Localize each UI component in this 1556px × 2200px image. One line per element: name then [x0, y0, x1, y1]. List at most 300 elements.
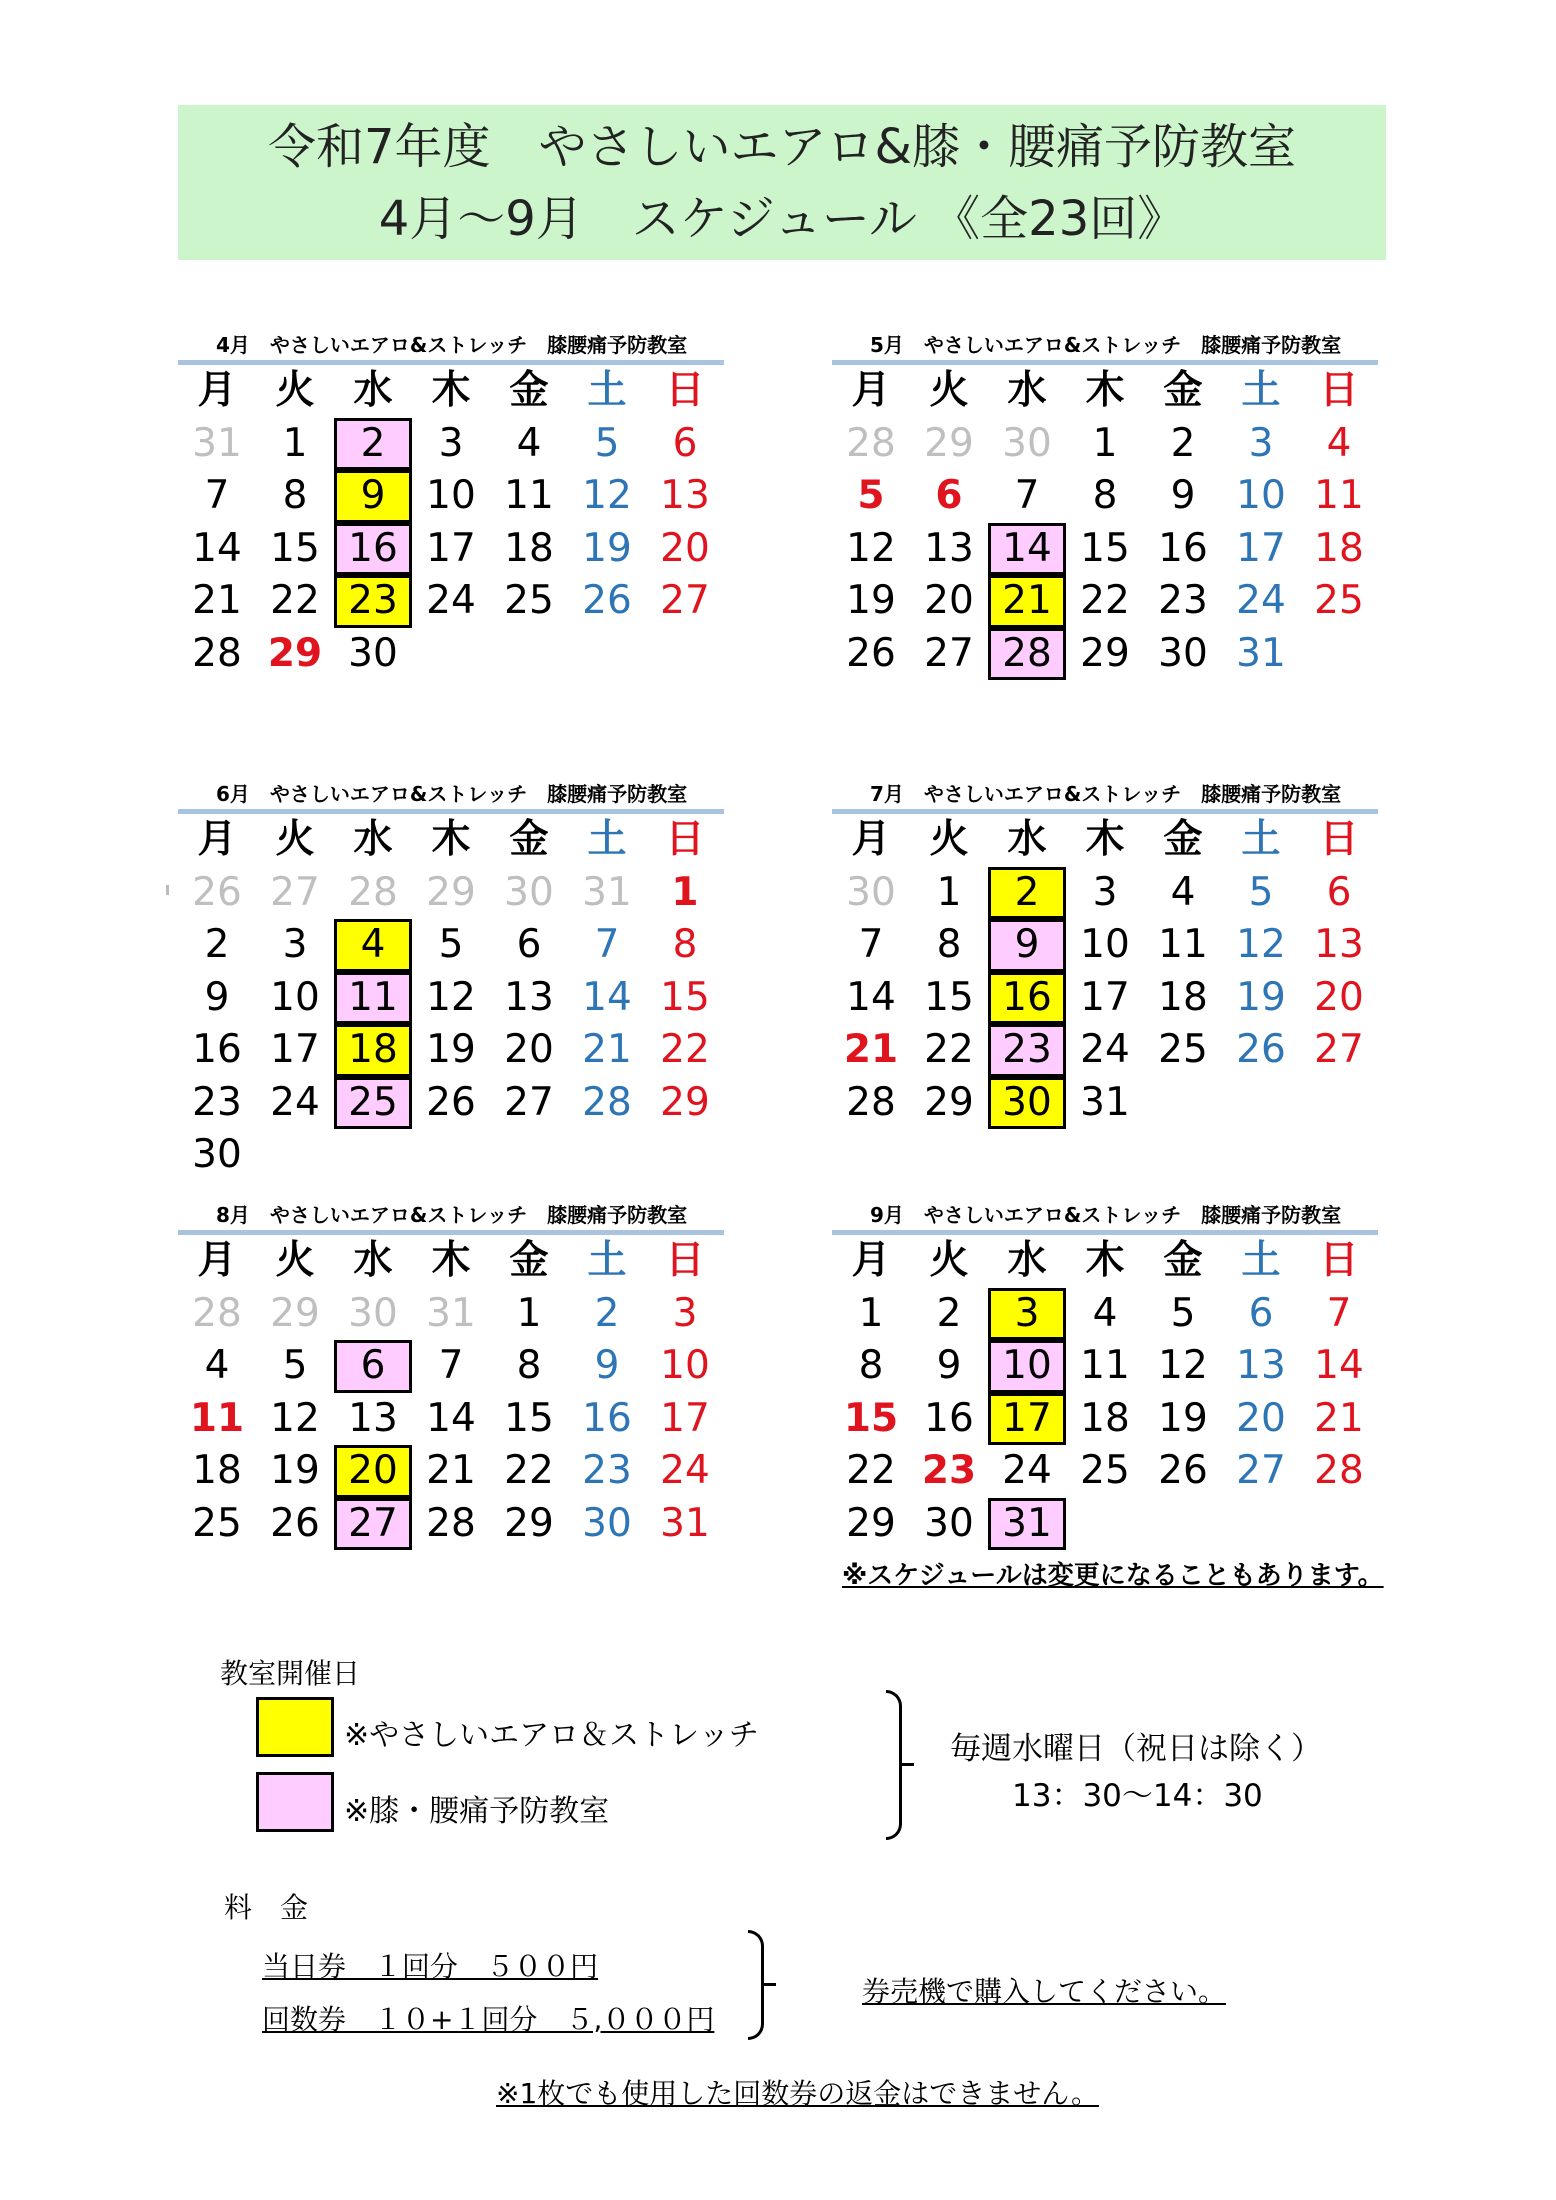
day-cell: 10	[660, 1343, 710, 1388]
weekday-label: 日	[665, 1238, 705, 1283]
day-cell: 12	[582, 473, 632, 518]
calendar-header: 8月 やさしいエアロ&ストレッチ 膝腰痛予防教室	[216, 1203, 688, 1227]
day-cell: 24	[1080, 1027, 1130, 1072]
weekday-row	[832, 1235, 1378, 1288]
weekday-label: 金	[509, 817, 549, 862]
weekday-label: 木	[1085, 1238, 1125, 1283]
day-cell: 11	[1314, 473, 1364, 518]
day-ticket-price: 当日券 １回分 ５００円	[262, 1950, 599, 1983]
day-cell: 14	[426, 1395, 476, 1441]
weekday-label: 月	[197, 817, 237, 862]
calendar-august	[178, 1200, 724, 1550]
day-cell: 14	[846, 974, 896, 1020]
day-cell: 14	[192, 525, 242, 571]
day-cell: 29	[267, 630, 323, 676]
weekday-label: 月	[851, 817, 891, 862]
day-cell: 28	[192, 630, 242, 676]
day-cell: 24	[1002, 1448, 1052, 1493]
day-cell: 14	[582, 974, 632, 1020]
weekday-row	[178, 1235, 724, 1288]
day-cell: 21	[843, 1027, 899, 1072]
day-cell: 7	[438, 1343, 464, 1388]
weekday-label: 水	[353, 1238, 393, 1283]
day-cell: 7	[594, 922, 620, 967]
day-cell: 1	[858, 1290, 884, 1336]
day-cell: 4	[516, 420, 542, 466]
calendar-header: 5月 やさしいエアロ&ストレッチ 膝腰痛予防教室	[870, 333, 1342, 357]
day-cell: 31	[660, 1500, 710, 1546]
calendar-header: 7月 やさしいエアロ&ストレッチ 膝腰痛予防教室	[870, 782, 1342, 806]
day-cell: 12	[1158, 1343, 1208, 1388]
day-cell: 28	[582, 1079, 632, 1125]
day-cell	[1066, 1498, 1144, 1551]
calendar-header: 4月 やさしいエアロ&ストレッチ 膝腰痛予防教室	[216, 333, 688, 357]
title-line-1: 令和7年度 やさしいエアロ&膝・腰痛予防教室	[268, 119, 1296, 175]
weekday-label: 月	[197, 368, 237, 413]
class-day-cell: 25	[334, 1077, 412, 1130]
day-cell: 2	[936, 1290, 962, 1336]
calendar-april	[178, 330, 724, 680]
day-cell: 29	[846, 1500, 896, 1546]
day-cell: 30	[582, 1500, 632, 1546]
weekday-label: 土	[1241, 817, 1281, 862]
day-cell: 18	[1158, 974, 1208, 1020]
weekday-label: 月	[851, 1238, 891, 1283]
legend-pink-label: ※膝・腰痛予防教室	[344, 1794, 610, 1829]
coupon-price: 回数券 １０+１回分 ５,０００円	[262, 2003, 715, 2036]
week-row	[178, 919, 724, 972]
day-cell: 4	[1092, 1290, 1118, 1336]
day-cell	[568, 1129, 646, 1182]
day-cell: 3	[438, 420, 464, 466]
day-cell	[1300, 1498, 1378, 1551]
fees-heading: 料 金	[224, 1891, 309, 1924]
week-row	[832, 523, 1378, 576]
day-cell: 18	[504, 525, 554, 571]
class-day-cell: 10	[988, 1340, 1066, 1393]
day-cell	[1300, 628, 1378, 681]
day-cell: 13	[660, 473, 710, 518]
day-cell: 1	[1092, 420, 1118, 466]
day-cell: 26	[426, 1079, 476, 1125]
week-row	[832, 1288, 1378, 1341]
day-cell: 9	[1170, 473, 1196, 518]
day-cell: 30	[924, 1500, 974, 1546]
day-cell: 3	[1092, 869, 1118, 915]
class-day-cell: 30	[988, 1077, 1066, 1130]
day-cell: 8	[672, 922, 698, 967]
week-row	[832, 1077, 1378, 1130]
weekday-label: 木	[431, 368, 471, 413]
day-cell: 20	[924, 578, 974, 623]
week-row	[178, 1393, 724, 1446]
class-day-cell: 27	[334, 1498, 412, 1551]
legend-heading: 教室開催日	[220, 1657, 361, 1690]
class-day-cell: 9	[334, 470, 412, 523]
week-row	[832, 867, 1378, 920]
weekday-label: 金	[509, 1238, 549, 1283]
day-cell: 29	[504, 1500, 554, 1546]
day-cell: 8	[936, 922, 962, 967]
class-day-cell: 23	[988, 1024, 1066, 1077]
day-cell: 22	[846, 1448, 896, 1493]
day-cell: 31	[1236, 630, 1286, 676]
week-row	[178, 1288, 724, 1341]
yellow-swatch	[256, 1697, 334, 1757]
day-cell: 26	[192, 869, 242, 915]
day-cell: 25	[1158, 1027, 1208, 1072]
weekday-label: 火	[929, 817, 969, 862]
day-cell	[1144, 1077, 1222, 1130]
week-row	[178, 972, 724, 1025]
day-cell: 16	[924, 1395, 974, 1441]
class-day-cell: 4	[334, 919, 412, 972]
day-cell: 26	[1158, 1448, 1208, 1493]
day-cell: 30	[846, 869, 896, 915]
week-row	[832, 575, 1378, 628]
day-cell: 28	[846, 1079, 896, 1125]
weekday-label: 水	[353, 817, 393, 862]
day-cell	[1300, 1077, 1378, 1130]
weekday-label: 日	[1319, 368, 1359, 413]
week-row	[832, 1340, 1378, 1393]
day-cell: 27	[924, 630, 974, 676]
class-day-cell: 28	[988, 628, 1066, 681]
day-cell: 7	[204, 473, 230, 518]
day-cell: 10	[1080, 922, 1130, 967]
day-cell: 16	[582, 1395, 632, 1441]
week-row	[178, 1077, 724, 1130]
weekday-label: 土	[587, 817, 627, 862]
calendar-may	[832, 330, 1378, 680]
day-cell: 28	[426, 1500, 476, 1546]
day-cell: 12	[426, 974, 476, 1020]
day-cell: 28	[846, 420, 896, 466]
day-cell: 3	[282, 922, 308, 967]
day-cell: 3	[672, 1290, 698, 1336]
day-cell: 23	[921, 1448, 977, 1493]
day-cell: 29	[924, 420, 974, 466]
weekday-label: 木	[431, 1238, 471, 1283]
day-cell: 6	[516, 922, 542, 967]
week-row	[832, 972, 1378, 1025]
day-cell: 11	[504, 473, 554, 518]
day-cell: 7	[858, 922, 884, 967]
weekday-label: 日	[665, 817, 705, 862]
class-day-cell: 11	[334, 972, 412, 1025]
day-cell: 17	[660, 1395, 710, 1441]
class-time: 13：30～14：30	[1012, 1778, 1263, 1814]
calendar-header: 6月 やさしいエアロ&ストレッチ 膝腰痛予防教室	[216, 782, 688, 806]
weekday-label: 火	[275, 368, 315, 413]
week-row	[832, 919, 1378, 972]
week-row	[178, 575, 724, 628]
day-cell: 22	[924, 1027, 974, 1072]
day-cell: 29	[660, 1079, 710, 1125]
week-row	[832, 1498, 1378, 1551]
day-cell: 27	[1314, 1027, 1364, 1072]
day-cell: 7	[1326, 1290, 1352, 1336]
day-cell: 29	[270, 1290, 320, 1336]
day-cell: 6	[1326, 869, 1352, 915]
day-cell: 19	[582, 525, 632, 571]
day-cell: 19	[270, 1448, 320, 1493]
day-cell: 15	[843, 1395, 899, 1441]
day-cell: 11	[1158, 922, 1208, 967]
day-cell: 25	[192, 1500, 242, 1546]
day-cell: 27	[270, 869, 320, 915]
calendar-june	[178, 779, 724, 1182]
weekday-row	[178, 814, 724, 867]
class-day-cell: 6	[334, 1340, 412, 1393]
refund-note: ※1枚でも使用した回数券の返金はできません。	[496, 2077, 1099, 2110]
week-row	[178, 867, 724, 920]
week-row	[178, 470, 724, 523]
day-cell: 19	[1158, 1395, 1208, 1441]
day-cell: 30	[1002, 420, 1052, 466]
day-cell: 30	[504, 869, 554, 915]
day-cell: 21	[192, 578, 242, 623]
weekday-label: 金	[1163, 817, 1203, 862]
day-cell: 7	[1014, 473, 1040, 518]
class-day-cell: 3	[988, 1288, 1066, 1341]
weekday-label: 火	[929, 1238, 969, 1283]
class-day-cell: 2	[988, 867, 1066, 920]
day-cell: 25	[504, 578, 554, 623]
day-cell	[256, 1129, 334, 1182]
day-cell: 24	[660, 1448, 710, 1493]
week-row	[178, 1129, 724, 1182]
day-cell: 22	[504, 1448, 554, 1493]
class-day-cell: 16	[334, 523, 412, 576]
day-cell: 15	[270, 525, 320, 571]
day-cell: 24	[426, 578, 476, 623]
day-cell: 6	[1248, 1290, 1274, 1336]
weekday-row	[178, 365, 724, 418]
weekday-label: 土	[1241, 1238, 1281, 1283]
weekday-label: 火	[929, 368, 969, 413]
day-cell: 1	[516, 1290, 542, 1336]
day-cell: 23	[192, 1079, 242, 1125]
day-cell: 22	[270, 578, 320, 623]
day-cell: 17	[1236, 525, 1286, 571]
weekday-label: 月	[851, 368, 891, 413]
day-cell: 6	[935, 473, 963, 518]
class-day-cell: 31	[988, 1498, 1066, 1551]
day-cell: 21	[426, 1448, 476, 1493]
day-cell: 13	[924, 525, 974, 571]
day-cell	[412, 628, 490, 681]
day-cell: 13	[348, 1395, 398, 1441]
weekday-label: 水	[353, 368, 393, 413]
title-line-2: 4月～9月 スケジュール 《全23回》	[378, 191, 1186, 247]
class-day-cell: 14	[988, 523, 1066, 576]
day-cell: 10	[426, 473, 476, 518]
week-row	[178, 523, 724, 576]
weekday-label: 木	[1085, 817, 1125, 862]
fees-brace-tip	[762, 1983, 776, 1986]
day-cell: 30	[348, 630, 398, 676]
day-cell: 29	[1080, 630, 1130, 676]
purchase-instruction: 券売機で購入してください。	[862, 1975, 1227, 2008]
day-cell: 6	[672, 420, 698, 466]
day-cell: 28	[348, 869, 398, 915]
day-cell: 26	[846, 630, 896, 676]
day-cell: 10	[270, 974, 320, 1020]
day-cell: 26	[582, 578, 632, 623]
day-cell: 27	[504, 1079, 554, 1125]
day-cell: 18	[1080, 1395, 1130, 1441]
weekday-label: 日	[665, 368, 705, 413]
week-row	[832, 1024, 1378, 1077]
day-cell: 20	[660, 525, 710, 571]
day-cell: 18	[1314, 525, 1364, 571]
title-banner	[178, 105, 1386, 260]
weekday-label: 火	[275, 1238, 315, 1283]
day-cell: 5	[594, 420, 620, 466]
day-cell: 5	[282, 1343, 308, 1388]
day-cell: 13	[1236, 1343, 1286, 1388]
day-cell: 5	[438, 922, 464, 967]
weekday-label: 火	[275, 817, 315, 862]
day-cell: 24	[270, 1079, 320, 1125]
day-cell: 27	[660, 578, 710, 623]
day-cell: 12	[270, 1395, 320, 1441]
day-cell	[490, 628, 568, 681]
week-row	[178, 1498, 724, 1551]
day-cell: 20	[504, 1027, 554, 1072]
weekly-schedule: 毎週水曜日（祝日は除く）	[950, 1731, 1322, 1767]
day-cell: 12	[1236, 922, 1286, 967]
day-cell: 31	[192, 420, 242, 466]
class-day-cell: 16	[988, 972, 1066, 1025]
day-cell: 26	[270, 1500, 320, 1546]
day-cell: 21	[1314, 1395, 1364, 1441]
week-row	[832, 1393, 1378, 1446]
day-cell: 11	[189, 1395, 245, 1441]
class-day-cell: 23	[334, 575, 412, 628]
weekday-label: 木	[431, 817, 471, 862]
weekday-label: 日	[1319, 817, 1359, 862]
week-row	[178, 628, 724, 681]
week-row	[832, 628, 1378, 681]
day-cell: 5	[1170, 1290, 1196, 1336]
day-cell	[490, 1129, 568, 1182]
day-cell: 20	[1314, 974, 1364, 1020]
day-cell: 9	[204, 974, 230, 1020]
day-cell: 31	[1080, 1079, 1130, 1125]
day-cell: 18	[192, 1448, 242, 1493]
weekday-label: 金	[509, 368, 549, 413]
week-row	[178, 1445, 724, 1498]
day-cell: 30	[1158, 630, 1208, 676]
day-cell	[1144, 1498, 1222, 1551]
day-cell: 11	[1080, 1343, 1130, 1388]
day-cell: 27	[1236, 1448, 1286, 1493]
class-day-cell: 18	[334, 1024, 412, 1077]
day-cell: 25	[1080, 1448, 1130, 1493]
week-row	[178, 1024, 724, 1077]
day-cell: 2	[204, 922, 230, 967]
day-cell: 4	[204, 1343, 230, 1388]
day-cell: 17	[1080, 974, 1130, 1020]
day-cell: 22	[660, 1027, 710, 1072]
calendar-july	[832, 779, 1378, 1129]
weekday-label: 土	[587, 368, 627, 413]
day-cell: 4	[1170, 869, 1196, 915]
legend-brace-tip	[900, 1763, 914, 1766]
day-cell: 5	[857, 473, 885, 518]
weekday-label: 水	[1007, 817, 1047, 862]
day-cell: 15	[504, 1395, 554, 1441]
day-cell: 14	[1314, 1343, 1364, 1388]
day-cell: 1	[282, 420, 308, 466]
day-cell: 3	[1248, 420, 1274, 466]
weekday-label: 土	[587, 1238, 627, 1283]
week-row	[832, 470, 1378, 523]
calendar-september	[832, 1200, 1378, 1550]
day-cell: 31	[582, 869, 632, 915]
day-cell: 15	[660, 974, 710, 1020]
day-cell: 16	[1158, 525, 1208, 571]
day-cell: 16	[192, 1027, 242, 1072]
weekday-label: 水	[1007, 368, 1047, 413]
day-cell	[1222, 1077, 1300, 1130]
weekday-label: 日	[1319, 1238, 1359, 1283]
week-row	[832, 418, 1378, 471]
day-cell: 24	[1236, 578, 1286, 623]
weekday-label: 木	[1085, 368, 1125, 413]
day-cell: 17	[426, 525, 476, 571]
day-cell: 1	[936, 869, 962, 915]
day-cell: 13	[1314, 922, 1364, 967]
day-cell: 20	[1236, 1395, 1286, 1441]
day-cell	[568, 628, 646, 681]
day-cell	[646, 628, 724, 681]
class-day-cell: 20	[334, 1445, 412, 1498]
weekday-label: 土	[1241, 368, 1281, 413]
day-cell: 1	[671, 869, 699, 915]
week-row	[178, 418, 724, 471]
day-cell	[1222, 1498, 1300, 1551]
day-cell: 22	[1080, 578, 1130, 623]
day-cell: 8	[516, 1343, 542, 1388]
day-cell: 13	[504, 974, 554, 1020]
day-cell: 28	[192, 1290, 242, 1336]
schedule-change-note: ※スケジュールは変更になることもあります。	[842, 1561, 1384, 1591]
week-row	[178, 1340, 724, 1393]
day-cell: 9	[936, 1343, 962, 1388]
day-cell: 15	[924, 974, 974, 1020]
day-cell: 19	[846, 578, 896, 623]
day-cell: 12	[846, 525, 896, 571]
day-cell: 10	[1236, 473, 1286, 518]
legend-yellow-label: ※やさしいエアロ＆ストレッチ	[344, 1718, 759, 1753]
day-cell: 25	[1314, 578, 1364, 623]
day-cell: 19	[1236, 974, 1286, 1020]
class-day-cell: 2	[334, 418, 412, 471]
weekday-row	[832, 365, 1378, 418]
weekday-row	[832, 814, 1378, 867]
day-cell: 8	[1092, 473, 1118, 518]
pink-swatch	[256, 1772, 334, 1832]
day-cell: 26	[1236, 1027, 1286, 1072]
day-cell: 4	[1326, 420, 1352, 466]
day-cell: 29	[924, 1079, 974, 1125]
day-cell: 29	[426, 869, 476, 915]
day-cell: 30	[348, 1290, 398, 1336]
calendar-header: 9月 やさしいエアロ&ストレッチ 膝腰痛予防教室	[870, 1203, 1342, 1227]
